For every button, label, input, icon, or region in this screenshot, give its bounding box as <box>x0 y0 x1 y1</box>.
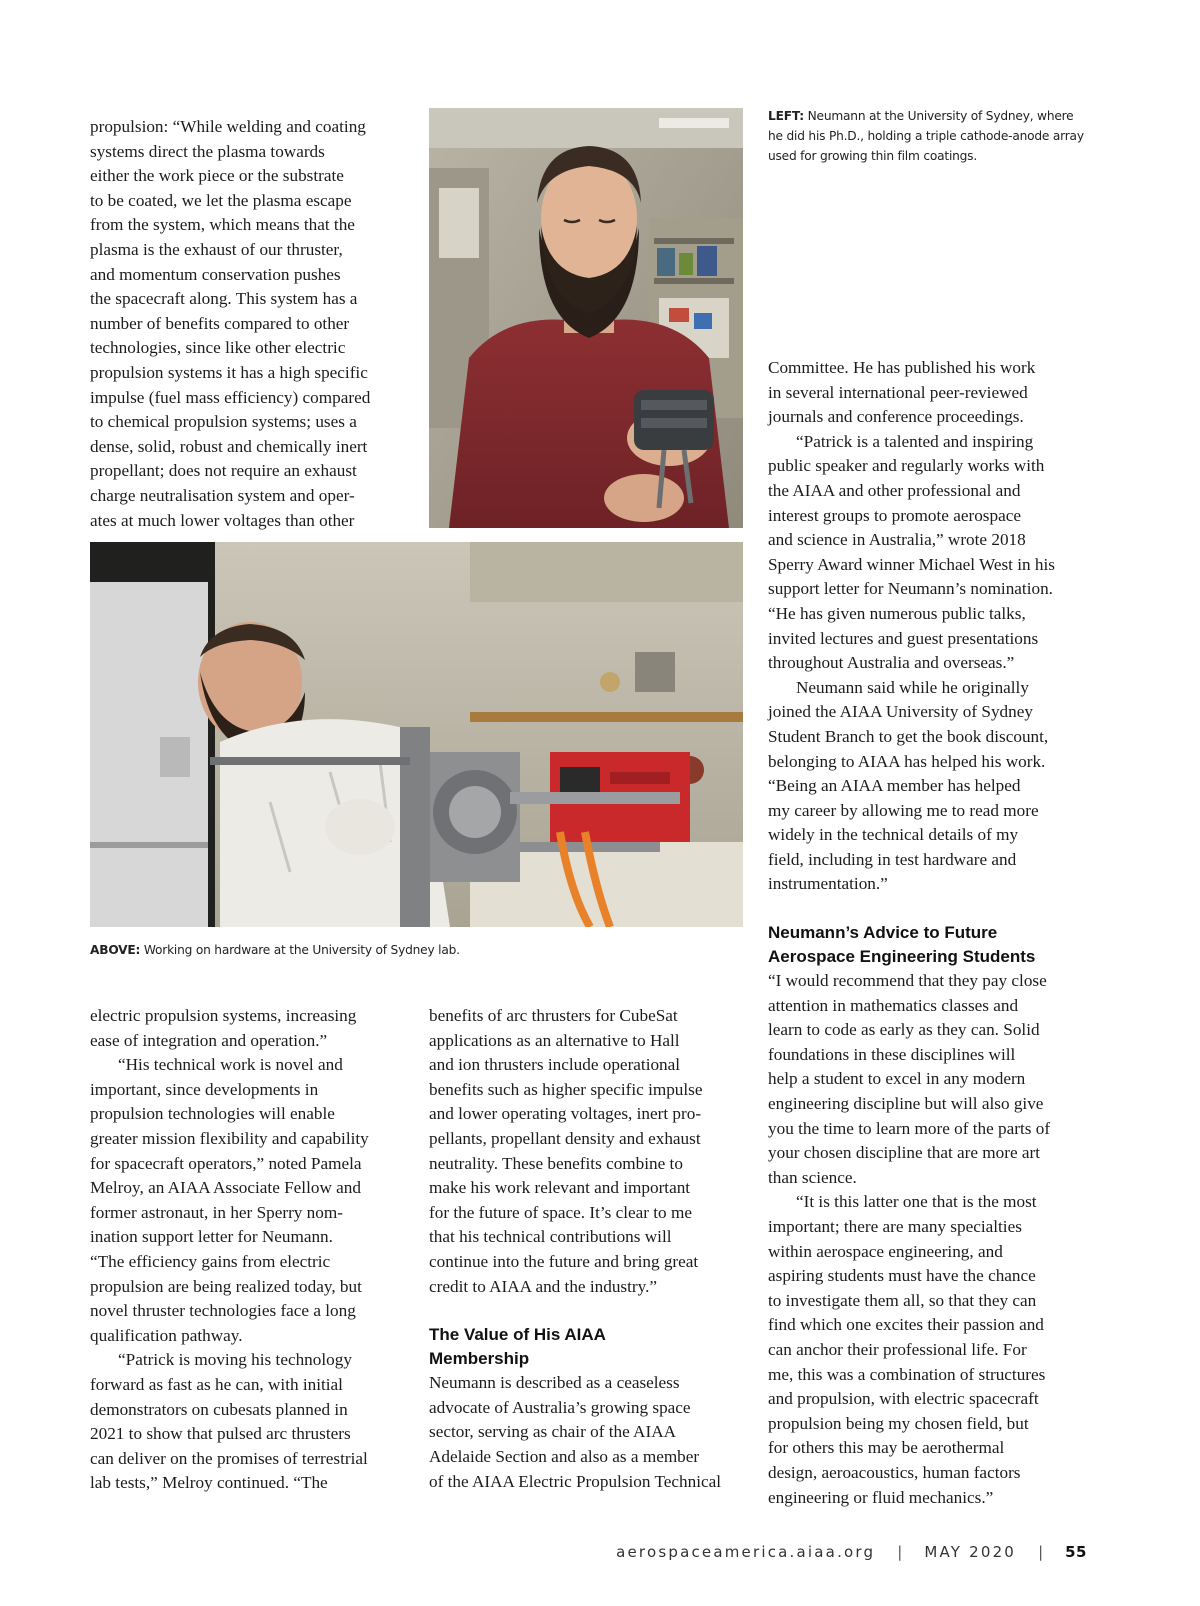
text-line: in several international peer-reviewed <box>768 382 1028 402</box>
text-line: technologies, since like other electric <box>90 338 346 358</box>
text-line: “Being an AIAA member has helped <box>768 776 1021 796</box>
text-line: propulsion are being realized today, but <box>90 1276 362 1296</box>
text-line: find which one excites their passion and <box>768 1315 1044 1335</box>
text-line: advocate of Australia’s growing space <box>429 1397 691 1417</box>
text-line: within aerospace engineering, and <box>768 1241 1003 1261</box>
text-line: important, since developments in <box>90 1079 319 1099</box>
text-line: make his work relevant and important <box>429 1178 691 1198</box>
text-line: joined the AIAA University of Sydney <box>768 702 1033 722</box>
text-line: interest groups to promote aerospace <box>768 505 1021 525</box>
section-heading: The Value of His AIAA <box>429 1325 606 1345</box>
text-line: “His technical work is novel and <box>118 1055 343 1075</box>
text-line: impulse (fuel mass efficiency) compared <box>90 387 371 407</box>
col3-text <box>768 356 1098 1510</box>
text-line: attention in mathematics classes and <box>768 995 1019 1015</box>
text-line: and ion thrusters include operational <box>429 1055 681 1075</box>
page-number: 55 <box>1065 1543 1087 1561</box>
text-line: to chemical propulsion systems; uses a <box>90 412 357 432</box>
text-line: sector, serving as chair of the AIAA <box>429 1422 677 1442</box>
text-line: field, including in test hardware and <box>768 849 1017 869</box>
text-line: charge neutralisation system and oper- <box>90 485 355 505</box>
text-line: continue into the future and bring great <box>429 1251 699 1271</box>
text-line: engineering discipline but will also give <box>768 1094 1044 1114</box>
text-line: can anchor their professional life. For <box>768 1339 1027 1359</box>
caption-text: Working on hardware at the University of Sydney lab. <box>140 943 460 957</box>
footer-site: aerospaceamerica.aiaa.org <box>616 1543 876 1561</box>
text-line: public speaker and regularly works with <box>768 456 1045 476</box>
text-line: help a student to excel in any modern <box>768 1069 1026 1089</box>
text-line: journals and conference proceedings. <box>768 407 1024 427</box>
text-line: and science in Australia,” wrote 2018 <box>768 530 1026 550</box>
section-heading: Aerospace Engineering Students <box>768 947 1036 967</box>
text-line: former astronaut, in her Sperry nom- <box>90 1202 343 1222</box>
text-line: the spacecraft along. This system has a <box>90 289 358 309</box>
text-line: “Patrick is moving his technology <box>118 1350 352 1370</box>
text-line: throughout Australia and overseas.” <box>768 653 1015 673</box>
text-line: benefits such as higher specific impulse <box>429 1079 703 1099</box>
text-line: ination support letter for Neumann. <box>90 1227 333 1247</box>
text-line: propulsion systems it has a high specific <box>90 362 368 382</box>
text-line: you the time to learn more of the parts of <box>768 1118 1051 1138</box>
text-line: for spacecraft operators,” noted Pamela <box>90 1153 362 1173</box>
text-line: “He has given numerous public talks, <box>768 603 1026 623</box>
text-line: Neumann said while he originally <box>796 677 1029 697</box>
text-line: Sperry Award winner Michael West in his <box>768 554 1055 574</box>
text-line: pellants, propellant density and exhaust <box>429 1128 701 1148</box>
caption-left <box>768 106 1088 166</box>
caption-label: ABOVE: <box>90 943 141 957</box>
text-line: Committee. He has published his work <box>768 358 1036 377</box>
text-line: for the future of space. It’s clear to me <box>429 1202 692 1222</box>
photo-working-on-hardware-image <box>90 542 743 927</box>
text-line: me, this was a combination of structures <box>768 1364 1046 1384</box>
text-line: Neumann is described as a ceaseless <box>429 1373 680 1393</box>
photo-working-on-hardware <box>90 542 743 927</box>
text-line: demonstrators on cubesats planned in <box>90 1399 348 1419</box>
text-line: credit to AIAA and the industry.” <box>429 1276 658 1296</box>
text-line: and propulsion, with electric spacecraft <box>768 1389 1039 1409</box>
text-line: applications as an alternative to Hall <box>429 1030 680 1050</box>
text-line: propellant; does not require an exhaust <box>90 461 357 481</box>
caption-text: Neumann at the University of Sydney, where he did his Ph.D., holding a triple cathode-anode array used for growing thin film coatings. <box>768 109 1084 163</box>
text-line: and lower operating voltages, inert pro- <box>429 1104 702 1124</box>
text-line: systems direct the plasma towards <box>90 141 325 161</box>
text-line: lab tests,” Melroy continued. “The <box>90 1473 328 1493</box>
text-line: design, aeroacoustics, human factors <box>768 1462 1021 1482</box>
footer-separator: | <box>1038 1543 1044 1561</box>
text-line: ates at much lower voltages than other <box>90 510 355 530</box>
text-line: propulsion being my chosen field, but <box>768 1413 1029 1433</box>
page-footer <box>616 1543 1087 1561</box>
text-line: my career by allowing me to read more <box>768 800 1039 820</box>
text-line: neutrality. These benefits combine to <box>429 1153 683 1173</box>
text-line: than science. <box>768 1167 857 1187</box>
text-line: Melroy, an AIAA Associate Fellow and <box>90 1178 361 1198</box>
text-line: propulsion technologies will enable <box>90 1104 335 1124</box>
text-line: Student Branch to get the book discount, <box>768 726 1049 746</box>
text-line: that his technical contributions will <box>429 1227 672 1247</box>
text-line: to be coated, we let the plasma escape <box>90 190 352 210</box>
text-line: your chosen discipline that are more art <box>768 1143 1041 1163</box>
text-line: qualification pathway. <box>90 1325 243 1345</box>
text-line: to investigate them all, so that they can <box>768 1290 1037 1310</box>
text-line: learn to code as early as they can. Solid <box>768 1020 1040 1040</box>
col1-top-text <box>90 115 420 533</box>
section-heading: Neumann’s Advice to Future <box>768 923 998 943</box>
text-line: from the system, which means that the <box>90 215 355 235</box>
text-line: propulsion: “While welding and coating <box>90 117 366 136</box>
text-line: either the work piece or the substrate <box>90 166 344 186</box>
text-line: can deliver on the promises of terrestrial <box>90 1448 368 1468</box>
text-line: widely in the technical details of my <box>768 825 1019 845</box>
text-line: ease of integration and operation.” <box>90 1030 328 1050</box>
text-line: of the AIAA Electric Propulsion Technical <box>429 1471 722 1491</box>
text-line: dense, solid, robust and chemically inert <box>90 436 368 456</box>
text-line: and momentum conservation pushes <box>90 264 341 284</box>
text-line: “Patrick is a talented and inspiring <box>796 431 1034 451</box>
section-heading: Membership <box>429 1349 530 1369</box>
text-line: “I would recommend that they pay close <box>768 971 1047 991</box>
text-line: novel thruster technologies face a long <box>90 1301 356 1321</box>
caption-above <box>90 940 743 960</box>
text-line: Adelaide Section and also as a member <box>429 1446 700 1466</box>
photo-neumann-holding-array-image <box>429 108 743 528</box>
text-line: greater mission flexibility and capability <box>90 1128 369 1148</box>
footer-issue: MAY 2020 <box>924 1543 1017 1561</box>
caption-label: LEFT: <box>768 109 804 123</box>
text-line: instrumentation.” <box>768 874 888 894</box>
text-line: “The efficiency gains from electric <box>90 1251 331 1271</box>
text-line: important; there are many specialties <box>768 1217 1022 1236</box>
photo-neumann-holding-array <box>429 108 743 528</box>
text-line: benefits of arc thrusters for CubeSat <box>429 1006 678 1025</box>
text-line: electric propulsion systems, increasing <box>90 1006 357 1025</box>
col1-bottom-text <box>90 1004 420 1496</box>
text-line: aspiring students must have the chance <box>768 1266 1036 1286</box>
text-line: the AIAA and other professional and <box>768 480 1021 500</box>
text-line: engineering or fluid mechanics.” <box>768 1487 994 1507</box>
footer-separator: | <box>897 1543 903 1561</box>
text-line: support letter for Neumann’s nomination. <box>768 579 1053 599</box>
text-line: 2021 to show that pulsed arc thrusters <box>90 1424 351 1444</box>
text-line: number of benefits compared to other <box>90 313 350 333</box>
text-line: invited lectures and guest presentations <box>768 628 1039 648</box>
text-line: for others this may be aerothermal <box>768 1438 1005 1458</box>
text-line: foundations in these disciplines will <box>768 1044 1016 1064</box>
text-line: plasma is the exhaust of our thruster, <box>90 239 343 259</box>
text-line: “It is this latter one that is the most <box>796 1192 1037 1212</box>
col2-bottom-text <box>429 1004 759 1494</box>
text-line: belonging to AIAA has helped his work. <box>768 751 1046 771</box>
text-line: forward as fast as he can, with initial <box>90 1374 343 1394</box>
